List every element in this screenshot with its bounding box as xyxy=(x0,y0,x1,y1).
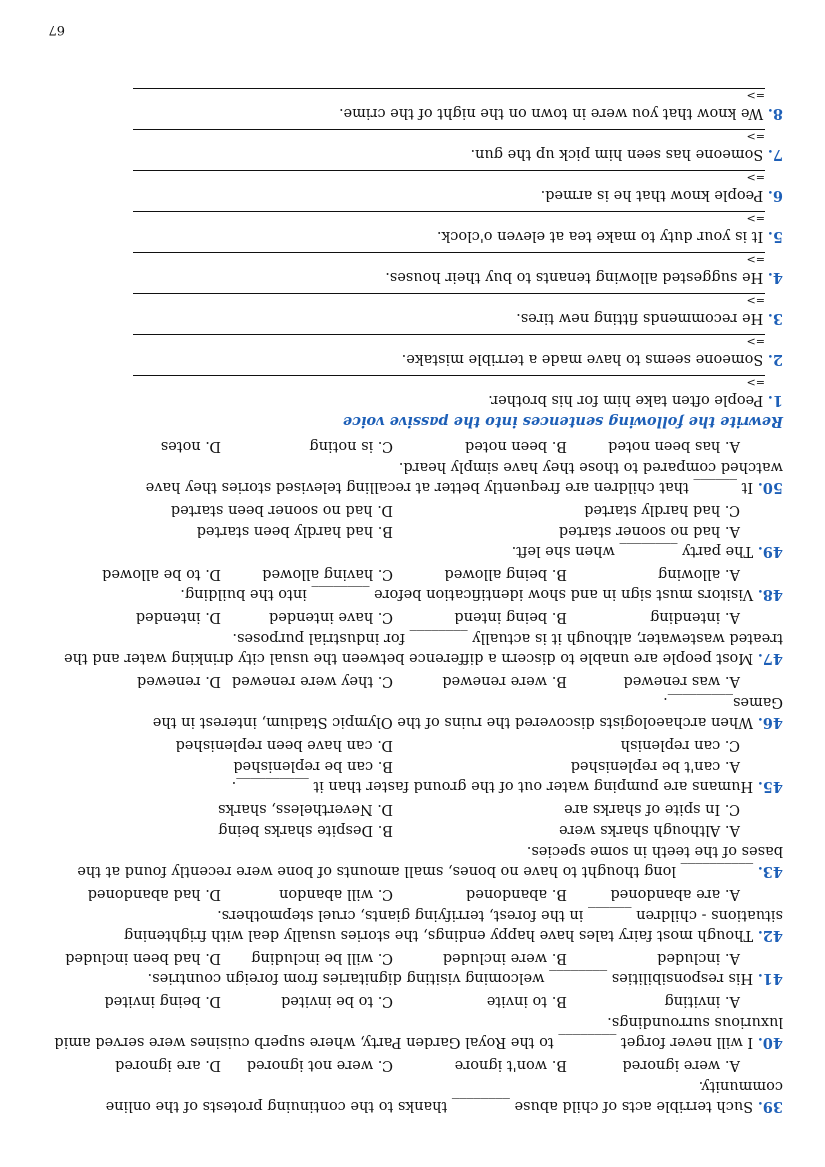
question-text: His responsibilities ________ welcoming visiting dignitaries from foreign countries. xyxy=(147,970,754,986)
answer-option: C. is noting xyxy=(309,438,393,454)
question-text: It ______ that children are frequently better at recalling televised stories they have xyxy=(145,479,754,495)
answer-option: C. will abandon xyxy=(279,886,393,902)
question-text: The party ________ when she left. xyxy=(511,543,754,559)
answer-option: B. abandoned xyxy=(466,886,567,902)
rewrite-text: He recommends fitting new tires. xyxy=(516,310,764,326)
rewrite-number: 5. xyxy=(767,228,783,245)
rewrite-sentence xyxy=(516,309,783,327)
answer-option: B. won't ignore xyxy=(454,1057,567,1073)
answer-option: A. had no sooner started xyxy=(558,523,740,539)
question-number: 43. xyxy=(757,863,783,880)
answer-line xyxy=(133,293,765,294)
answer-option: A. allowing xyxy=(657,566,740,582)
answer-line xyxy=(133,375,765,376)
rewrite-text: He suggested allowing tenants to buy their houses. xyxy=(385,269,764,285)
question-line xyxy=(699,1077,783,1094)
answer-option: A. were ignored xyxy=(622,1057,740,1073)
question-text: treated wastewater, although it is actually ________ for industrial purposes. xyxy=(232,630,783,646)
answer-option: B. Despite sharks being xyxy=(218,822,393,838)
answer-option: D. had been included xyxy=(65,950,221,966)
question-line xyxy=(663,693,783,710)
answer-option: A. are abandoned xyxy=(610,886,740,902)
answer-option: D. intended xyxy=(135,609,221,625)
question-line xyxy=(54,1033,783,1051)
question-line xyxy=(399,458,783,475)
answer-option: A. Although sharks were xyxy=(559,822,740,838)
rewrite-number: 3. xyxy=(767,310,783,327)
answer-line xyxy=(133,211,765,212)
answer-option: D. had abandoned xyxy=(87,886,221,902)
question-line xyxy=(217,906,783,923)
answer-option: C. they were renewed xyxy=(231,673,393,689)
answer-option: C. to be invited xyxy=(281,993,393,1009)
answer-option: B. were renewed xyxy=(442,673,567,689)
rewrite-number: 2. xyxy=(767,351,783,368)
answer-option: D. to be allowed xyxy=(102,566,221,582)
answer-option: D. are ignored xyxy=(115,1057,221,1073)
rewrite-text: Someone seems to have made a terrible mistake. xyxy=(401,351,764,367)
question-line xyxy=(77,862,783,880)
question-line xyxy=(64,649,783,667)
rewrite-number: 7. xyxy=(767,146,783,163)
question-line xyxy=(512,542,783,560)
question-line xyxy=(148,969,783,987)
answer-line xyxy=(133,334,765,335)
rewrite-number: 6. xyxy=(767,187,783,204)
question-text: __________ long thought to have no bones, small amounts of bone were recently found at the xyxy=(77,863,754,879)
answer-arrow: => xyxy=(746,376,765,389)
rewrite-number: 4. xyxy=(767,269,783,286)
answer-line xyxy=(133,170,765,171)
question-number: 49. xyxy=(757,543,783,560)
answer-option: D. being invited xyxy=(104,993,221,1009)
question-text: When archaeologists discovered the ruins of the Olympic Stadium, interest in the xyxy=(152,714,754,730)
question-text: Visitors must sign in and show identification before ________ into the building. xyxy=(180,586,754,602)
question-text: watched compared to those they have simply heard. xyxy=(398,459,783,475)
question-text: Most people are unable to discern a difference between the usual city drinking water and the xyxy=(64,650,754,666)
question-number: 41. xyxy=(757,970,783,987)
answer-option: C. having allowed xyxy=(262,566,393,582)
answer-option: D. renewed xyxy=(136,673,221,689)
answer-option: C. can replenish xyxy=(620,737,740,753)
answer-arrow: => xyxy=(746,335,765,348)
question-line xyxy=(180,585,783,603)
answer-option: B. to invite xyxy=(486,993,567,1009)
answer-option: A. inviting xyxy=(664,993,740,1009)
question-number: 42. xyxy=(757,927,783,944)
answer-option: C. will be including xyxy=(251,950,393,966)
rewrite-sentence xyxy=(339,104,783,122)
question-text: Such terrible acts of child abuse ________ thanks to the continuing protests of the online xyxy=(105,1098,754,1114)
answer-option: C. have intended xyxy=(268,609,393,625)
answer-option: B. had hardly been started xyxy=(196,523,393,539)
answer-option: B. can be replenished xyxy=(233,758,393,774)
question-number: 40. xyxy=(757,1034,783,1051)
question-text: Though most fairy tales have happy endings, the stories usually deal with frightening xyxy=(124,927,754,943)
rewrite-sentence xyxy=(541,186,783,204)
question-number: 45. xyxy=(757,778,783,795)
answer-option: C. In spite of sharks are xyxy=(564,801,740,817)
answer-arrow: => xyxy=(746,294,765,307)
answer-arrow: => xyxy=(746,171,765,184)
question-line xyxy=(106,1097,783,1115)
answer-option: A. can't be replenished xyxy=(570,758,740,774)
question-line xyxy=(527,842,783,859)
answer-line xyxy=(133,129,765,130)
answer-option: D. Nevertheless, sharks xyxy=(218,801,393,817)
question-line xyxy=(232,777,783,795)
rewrite-sentence xyxy=(470,145,783,163)
answer-arrow: => xyxy=(746,89,765,102)
answer-arrow: => xyxy=(746,130,765,143)
answer-line xyxy=(133,88,765,89)
answer-option: A. included xyxy=(657,950,740,966)
section-heading: Rewrite the following sentences into the passive voice xyxy=(342,413,783,430)
answer-option: A. has been noted xyxy=(608,438,740,454)
answer-option: D. notes xyxy=(160,438,221,454)
rewrite-text: People often take him for his brother. xyxy=(488,392,764,408)
page-number: 67 xyxy=(48,22,65,37)
question-line xyxy=(232,629,783,646)
answer-arrow: => xyxy=(746,212,765,225)
answer-option: C. were not ignored xyxy=(246,1057,393,1073)
question-text: I will never forget ________ to the Royal Garden Party, where superb cuisines were served amid xyxy=(54,1034,754,1050)
question-line xyxy=(146,478,783,496)
answer-line xyxy=(133,252,765,253)
question-number: 47. xyxy=(757,650,783,667)
rewrite-sentence xyxy=(437,227,783,245)
question-line xyxy=(124,926,783,944)
rewrite-sentence xyxy=(402,350,783,368)
answer-option: B. being allowed xyxy=(444,566,567,582)
question-text: luxurious surroundings. xyxy=(607,1014,783,1030)
question-line xyxy=(153,713,783,731)
question-number: 48. xyxy=(757,586,783,603)
question-text: Humans are pumping water out of the ground faster than it __________. xyxy=(231,778,754,794)
rewrite-text: It is your duty to make tea at eleven o'clock. xyxy=(436,228,764,244)
answer-option: D. had no sooner been started xyxy=(170,502,393,518)
answer-option: C. had hardly started xyxy=(584,502,740,518)
question-text: bases of the teeth in some species. xyxy=(526,843,783,859)
rewrite-text: Someone has seen him pick up the gun. xyxy=(470,146,764,162)
question-number: 46. xyxy=(757,714,783,731)
answer-arrow: => xyxy=(746,253,765,266)
question-text: situations - children ______ in the forest, terrifying giants, cruel stepmothers. xyxy=(217,907,783,923)
question-line xyxy=(607,1013,783,1030)
question-text: community. xyxy=(698,1078,783,1094)
answer-option: A. intending xyxy=(650,609,740,625)
answer-option: D. can have been replenished xyxy=(175,737,393,753)
rewrite-sentence xyxy=(488,391,783,409)
question-number: 39. xyxy=(757,1098,783,1115)
answer-option: A. was renewed xyxy=(623,673,740,689)
question-text: Games_________. xyxy=(663,694,783,710)
rewrite-sentence xyxy=(385,268,783,286)
rewrite-number: 8. xyxy=(767,105,783,122)
answer-option: B. been noted xyxy=(464,438,567,454)
rewrite-number: 1. xyxy=(767,392,783,409)
question-number: 50. xyxy=(757,479,783,496)
answer-option: B. were included xyxy=(442,950,567,966)
rewrite-text: We know that you were in town on the night of the crime. xyxy=(338,105,764,121)
rewrite-text: People know that he is armed. xyxy=(540,187,764,203)
answer-option: B. being intend xyxy=(454,609,567,625)
